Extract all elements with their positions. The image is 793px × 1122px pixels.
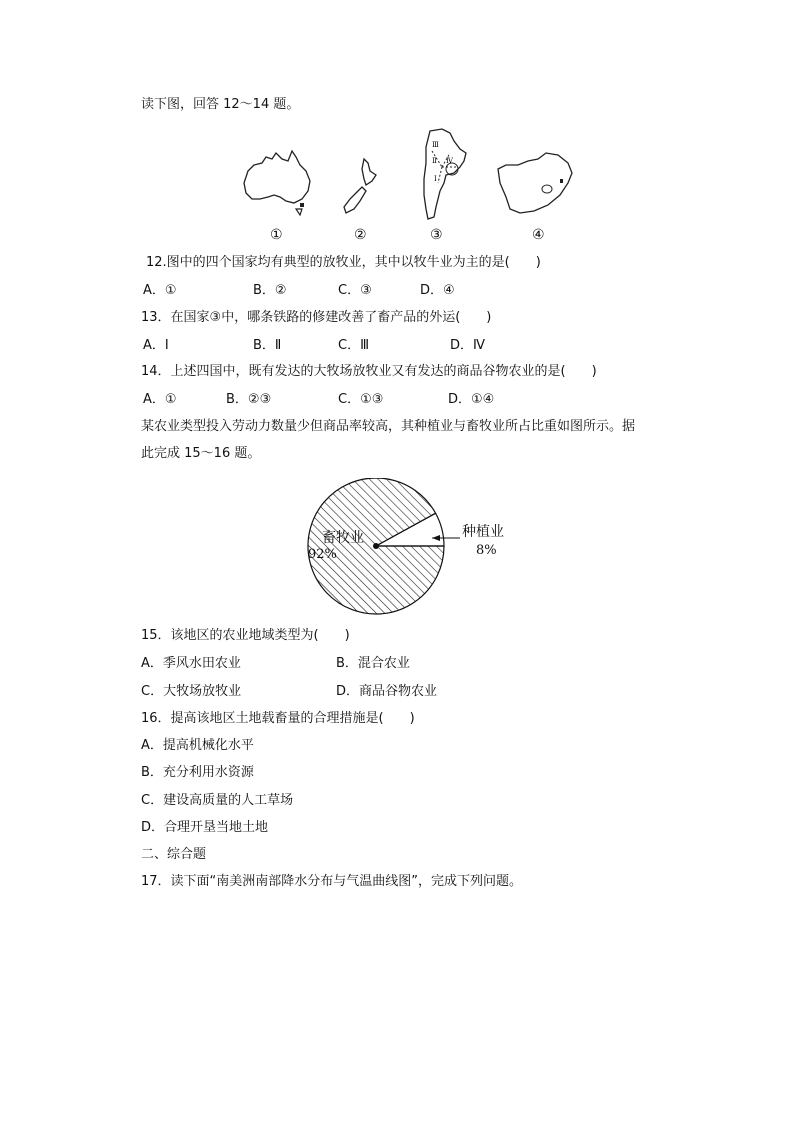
country-maps-figure (236, 127, 590, 247)
q17-stem: 17．读下面“南美洲南部降水分布与气温曲线图”，完成下列问题。 (141, 874, 523, 889)
map-south-africa (492, 151, 584, 221)
argentina-region-2: Ⅱ (432, 157, 437, 165)
map-label-2: ② (354, 227, 367, 243)
q12-option-a: A．① (143, 283, 177, 298)
q14-option-d: D．①④ (448, 392, 495, 407)
q15-option-c: C．大牧场放牧业 (141, 684, 242, 699)
map-label-3: ③ (430, 227, 443, 243)
q16-option-b: B．充分利用水资源 (141, 765, 254, 780)
pie-svg (300, 478, 520, 623)
q13-option-c: C．Ⅲ (338, 338, 370, 353)
q12-option-d: D．④ (420, 283, 455, 298)
q14-option-b: B．②③ (226, 392, 272, 407)
q15-stem: 15．该地区的农业地域类型为( ) (141, 628, 350, 643)
q16-option-c: C．建设高质量的人工草场 (141, 793, 294, 808)
q12-stem: 12.图中的四个国家均有典型的放牧业，其中以牧牛业为主的是( ) (146, 255, 541, 270)
q13-option-b: B．Ⅱ (253, 338, 282, 353)
pie-value-crop: 8% (476, 543, 497, 558)
q13-stem: 13．在国家③中，哪条铁路的修建改善了畜产品的外运( ) (141, 310, 492, 325)
q16-option-d: D．合理开垦当地土地 (141, 820, 269, 835)
intro-15-16-line2: 此完成 15～16 题。 (141, 446, 261, 461)
pie-label-crop: 种植业 (462, 524, 504, 540)
section-2-heading: 二、综合题 (141, 847, 207, 862)
map-new-zealand (342, 157, 382, 217)
map-label-4: ④ (532, 227, 545, 243)
q15-option-a: A．季风水田农业 (141, 656, 241, 671)
q12-option-b: B．② (253, 283, 287, 298)
argentina-region-4: Ⅳ (446, 157, 453, 165)
q14-option-c: C．①③ (338, 392, 384, 407)
q13-option-d: D．Ⅳ (450, 338, 486, 353)
q14-stem: 14．上述四国中，既有发达的大牧场放牧业又有发达的商品谷物农业的是( ) (141, 364, 597, 379)
pie-center-dot (373, 543, 379, 549)
q15-option-d: D．商品谷物农业 (336, 684, 438, 699)
pie-label-livestock: 畜牧业 (322, 530, 364, 546)
intro-12-14: 读下图，回答 12～14 题。 (141, 97, 300, 112)
q14-option-a: A．① (143, 392, 177, 407)
q13-option-a: A．Ⅰ (143, 338, 169, 353)
intro-15-16-line1: 某农业类型投入劳动力数量少但商品率较高，其种植业与畜牧业所占比重如图所示。据 (141, 419, 636, 434)
q16-option-a: A．提高机械化水平 (141, 738, 254, 753)
pie-value-livestock: 92% (308, 547, 337, 562)
agriculture-pie-chart (300, 478, 520, 623)
q16-stem: 16．提高该地区土地载畜量的合理措施是( ) (141, 711, 415, 726)
argentina-region-3: Ⅲ (432, 141, 439, 149)
map-label-1: ① (270, 227, 283, 243)
map-australia (240, 149, 316, 219)
q15-option-b: B．混合农业 (336, 656, 410, 671)
q12-option-c: C．③ (338, 283, 372, 298)
map-argentina (416, 127, 476, 223)
argentina-region-1: Ⅰ (434, 175, 437, 183)
